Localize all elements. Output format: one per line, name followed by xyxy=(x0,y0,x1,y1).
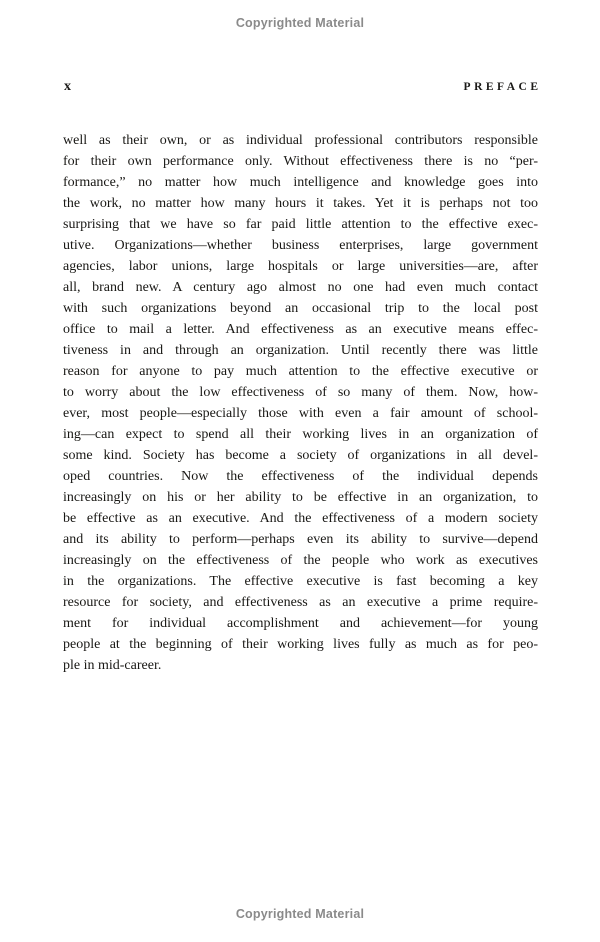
text-line: oped countries. Now the effectiveness of the individual depends xyxy=(63,469,538,484)
running-header xyxy=(64,79,542,95)
text-line: resource for society, and effectiveness as an executive a prime require- xyxy=(63,595,538,610)
text-line: some kind. Society has become a society of organizations in all devel- xyxy=(63,448,538,463)
text-line: ple in mid-career. xyxy=(63,658,162,673)
text-line: ment for individual accomplishment and achievement—for young xyxy=(63,616,538,631)
text-line: be effective as an executive. And the effectiveness of a modern society xyxy=(63,511,538,526)
text-line: utive. Organizations—whether business enterprises, large government xyxy=(63,238,538,253)
page-number: x xyxy=(64,79,71,94)
text-line: agencies, labor unions, large hospitals or large universities—are, after xyxy=(63,259,538,274)
text-line: and its ability to perform—perhaps even its ability to survive—depend xyxy=(63,532,538,547)
body-paragraph xyxy=(63,130,538,676)
text-line: with such organizations beyond an occasional trip to the local post xyxy=(63,301,538,316)
text-line: formance,” no matter how much intelligence and knowledge goes into xyxy=(63,175,538,190)
text-line: in the organizations. The effective executive is fast becoming a key xyxy=(63,574,538,589)
copyright-notice-top: Copyrighted Material xyxy=(235,16,365,30)
text-line: all, brand new. A century ago almost no one had even much contact xyxy=(63,280,538,295)
text-line: people at the beginning of their working lives fully as much as for peo- xyxy=(63,637,538,652)
text-line: to worry about the low effectiveness of so many of them. Now, how- xyxy=(63,385,538,400)
text-line: for their own performance only. Without effectiveness there is no “per- xyxy=(63,154,538,169)
text-line: increasingly on the effectiveness of the people who work as executives xyxy=(63,553,538,568)
text-line: the work, no matter how many hours it takes. Yet it is perhaps not too xyxy=(63,196,538,211)
text-line: surprising that we have so far paid little attention to the effective exec- xyxy=(63,217,538,232)
text-line: ever, most people—especially those with even a fair amount of school- xyxy=(63,406,538,421)
text-line: ing—can expect to spend all their working lives in an organization of xyxy=(63,427,538,442)
text-line: office to mail a letter. And effectiveness as an executive means effec- xyxy=(63,322,538,337)
text-line: well as their own, or as individual professional contributors responsible xyxy=(63,133,538,148)
copyright-notice-bottom: Copyrighted Material xyxy=(235,907,365,921)
text-line: tiveness in and through an organization. Until recently there was little xyxy=(63,343,538,358)
chapter-title: PREFACE xyxy=(463,81,542,93)
text-line: reason for anyone to pay much attention to the effective executive or xyxy=(63,364,538,379)
text-line: increasingly on his or her ability to be effective in an organization, to xyxy=(63,490,538,505)
